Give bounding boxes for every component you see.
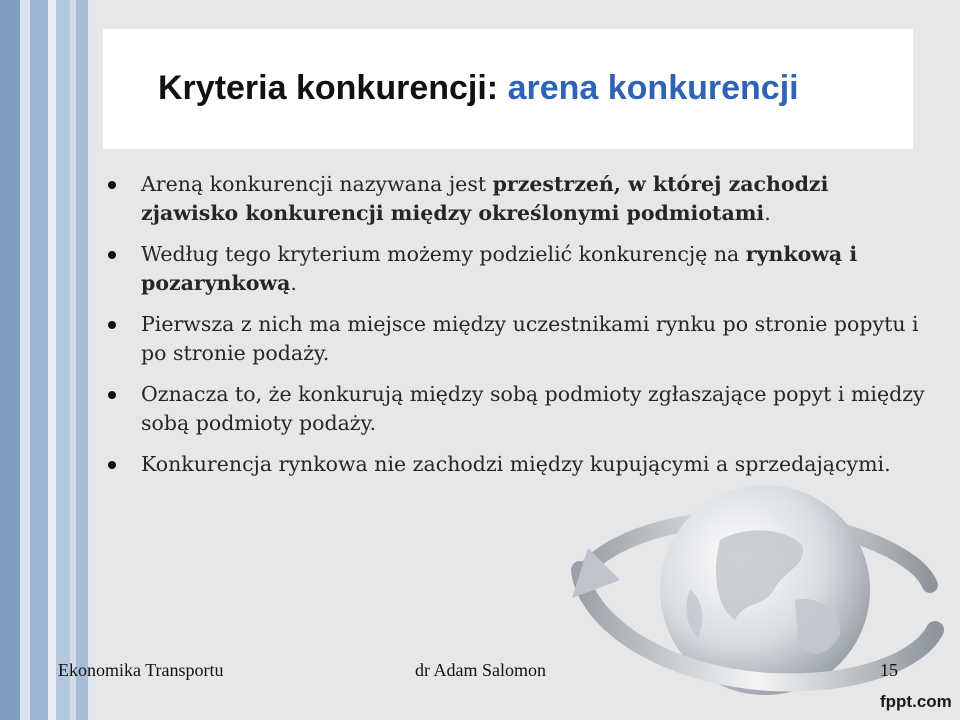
bullet-item <box>105 240 925 298</box>
bullet-list <box>105 170 925 491</box>
title-main: Kryteria konkurencji: <box>158 69 499 107</box>
footer-course: Ekonomika Transportu <box>58 660 224 680</box>
bullet-text: Areną konkurencji nazywana jest <box>141 172 493 196</box>
bullet-dot-icon <box>108 461 116 469</box>
bullet-text-bold: rynkową i pozarynkową <box>141 242 858 295</box>
bullet-text: . <box>290 271 297 295</box>
bullet-item <box>105 380 925 438</box>
bullet-text: . <box>764 201 771 225</box>
stripe <box>20 0 30 720</box>
title-accent: arena konkurencji <box>507 69 799 107</box>
stripe <box>48 0 56 720</box>
stripe <box>30 0 48 720</box>
page-number: 15 <box>880 660 898 680</box>
title-box <box>103 29 913 149</box>
bullet-item <box>105 310 925 368</box>
bullet-text: Konkurencja rynkowa nie zachodzi między kupującymi a sprzedającymi. <box>141 452 891 476</box>
bullet-dot-icon <box>108 321 116 329</box>
bullet-dot-icon <box>108 251 116 259</box>
stripe <box>88 0 94 720</box>
bullet-dot-icon <box>108 181 116 189</box>
decorative-stripes <box>0 0 120 720</box>
slide-title <box>158 69 799 108</box>
footer-author: dr Adam Salomon <box>415 660 546 680</box>
bullet-dot-icon <box>108 391 116 399</box>
bullet-text: Według tego kryterium możemy podzielić konkurencję na <box>141 242 746 266</box>
stripe <box>0 0 20 720</box>
bullet-item <box>105 170 925 228</box>
bullet-text: Oznacza to, że konkurują między sobą podmioty zgłaszające popyt i między sobą podmioty podaży. <box>141 382 925 435</box>
stripe <box>56 0 70 720</box>
stripe <box>76 0 88 720</box>
bullet-text-bold: przestrzeń, w której zachodzi zjawisko konkurencji między określonymi podmiotami <box>141 172 829 225</box>
brand-logo: fppt.com <box>880 692 952 711</box>
bullet-text: Pierwsza z nich ma miejsce między uczestnikami rynku po stronie popytu i po stronie podaży. <box>141 312 919 365</box>
